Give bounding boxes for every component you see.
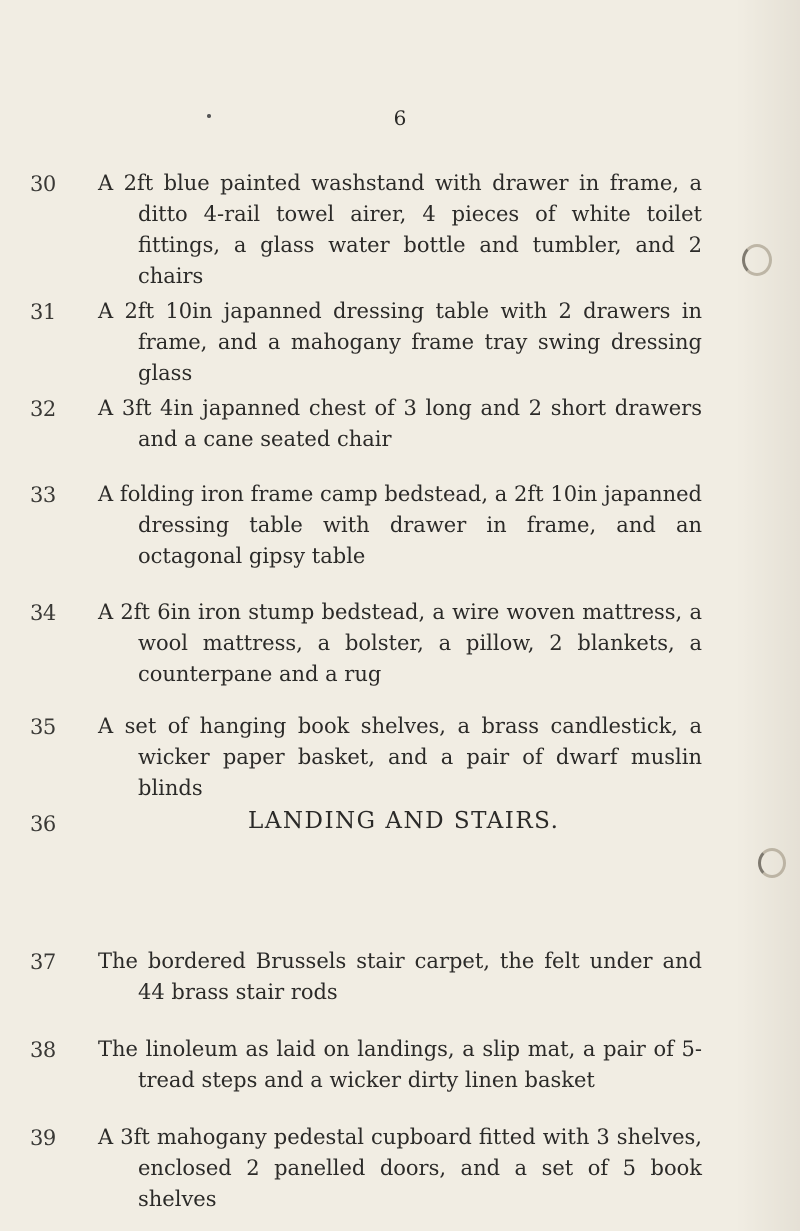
lot-description: A 2ft 6in iron stump bedstead, a wire woven mattress, a wool mattress, a bolster, a pillow, 2 blankets, a counterpane and a rug: [98, 600, 702, 686]
section-heading: LANDING AND STAIRS.: [248, 808, 560, 834]
lot-description: A 3ft 4in japanned chest of 3 long and 2 short drawers and a cane seated chair: [98, 396, 702, 451]
lot-number: 37: [30, 950, 56, 974]
lot-number: 34: [30, 601, 56, 625]
lot-description: The linoleum as laid on landings, a slip mat, a pair of 5-tread steps and a wicker dirty linen basket: [98, 1037, 702, 1092]
lot-number: 31: [30, 300, 56, 324]
lot-description: A folding iron frame camp bedstead, a 2ft 10in japanned dressing table with drawer in frame, and an octagonal gipsy table: [98, 482, 702, 568]
lot-description: A 3ft mahogany pedestal cupboard fitted with 3 shelves, enclosed 2 panelled doors, and a set of 5 book shelves: [98, 1125, 702, 1211]
lot-number: 36: [30, 812, 56, 836]
lot-description: A 2ft blue painted washstand with drawer in frame, a ditto 4-rail towel airer, 4 pieces of white toilet fittings, a glass water bottle and tumbler, and 2 chairs: [98, 171, 702, 288]
lot-number: 30: [30, 172, 56, 196]
page-number: 6: [393, 106, 407, 130]
lot-number: 39: [30, 1126, 56, 1150]
lot-description: A set of hanging book shelves, a brass candlestick, a wicker paper basket, and a pair of dwarf muslin blinds: [98, 714, 702, 800]
paper-stain: [758, 848, 786, 878]
lot-number: 35: [30, 715, 56, 739]
lot-description: A 2ft 10in japanned dressing table with 2 drawers in frame, and a mahogany frame tray swing dressing glass: [98, 299, 702, 385]
ink-speck: [207, 114, 211, 118]
lot-number: 32: [30, 397, 56, 421]
lot-description: The bordered Brussels stair carpet, the felt under and 44 brass stair rods: [98, 949, 702, 1004]
lot-number: 38: [30, 1038, 56, 1062]
lot-number: 33: [30, 483, 56, 507]
paper-stain: [742, 244, 772, 276]
